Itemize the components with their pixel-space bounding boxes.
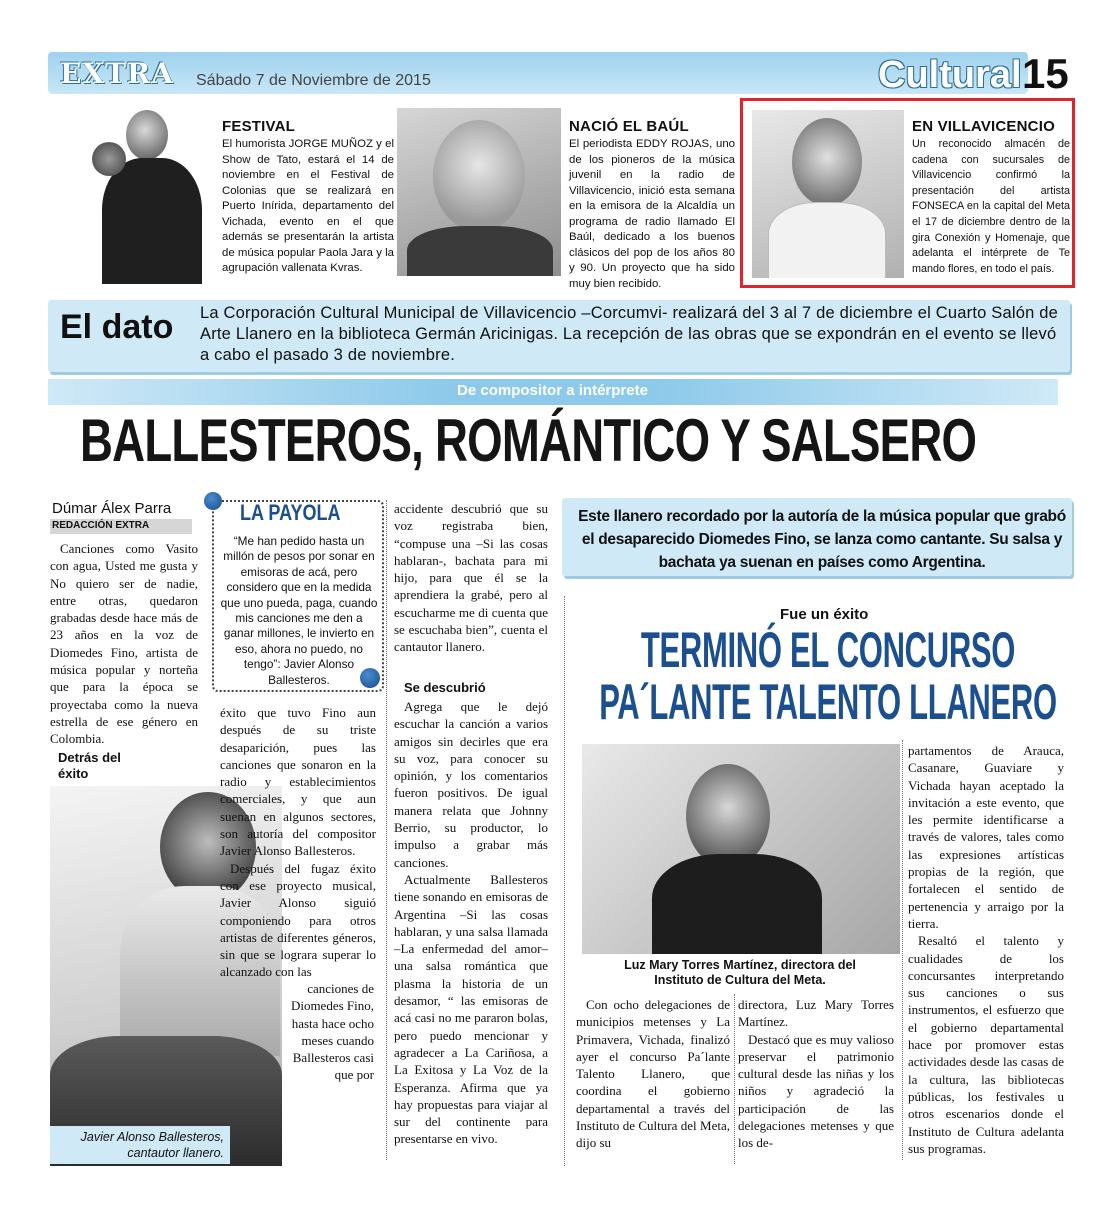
caption-line-1: Javier Alonso Ballesteros, <box>80 1130 224 1144</box>
paragraph: canciones de Diomedes Fino, hasta hace ocho meses cuando Ballesteros casi que por <box>290 981 374 1083</box>
brief-text-en-villavicencio: Un reconocido almacén de cadena con sucursales de Villavicencio confirmó la presentación del artista FONSECA en la capital del Meta el 17 de diciembre dentro de la gira Conexión y Homenaje, que adelanta el intérprete de Te mando flores, en todo el país. <box>912 138 1070 275</box>
second-col3 <box>908 742 1064 1157</box>
paragraph: Agrega que le dejó escuchar la canción a varios amigos sin decirles que era su voz, para conocer su opinión, y los comentarios fueron positivos. De igual manera relata que Johnny Berrio, su productor, lo impulso a grabar más canciones. <box>394 699 548 870</box>
paragraph: accidente descubrió que su voz registraba bien, “compuse una –Si las cosas hablaran-, bachata para mi hijo, para que él se la aprendiera la grabé, pero al escucharme me di cuenta que se escuchaba bien”, cuenta el cantautor llanero. <box>394 501 548 655</box>
second-col2 <box>738 996 894 1152</box>
promo-text: Este llanero recordado por la autoría de la música popular que grabó el desaparecido Diomedes Fino, se lanza como cantante. Su salsa y bachata ya suenan en países como Argentina. <box>578 508 1066 571</box>
headline-line-1: TERMINÓ EL CONCURSO <box>640 622 1016 678</box>
brief-title-nacio-el-baul: NACIÓ EL BAÚL <box>569 118 689 135</box>
issue-date: Sábado 7 de Noviembre de 2015 <box>196 72 431 89</box>
fonseca-photo <box>752 110 904 278</box>
paragraph: Con ocho delegaciones de municipios metenses y La Primavera, Vichada, finalizó ayer el concurso Pa´lante Talento Llanero, que coordina el gobierno departamental a través del Instituto de Cultura del Meta, dijo su <box>576 997 730 1151</box>
column-divider <box>386 500 387 1160</box>
main-col1-p2b <box>280 980 374 1084</box>
second-col1 <box>576 996 730 1152</box>
la-payola-quote: “Me han pedido hasta un millón de pesos por sonar en emisoras de acá, pero considero que en la medida que uno pueda, paga, cuando mis canciones me den a ganar millones, le invierto en eso, ahora no puedo, no tengo”: Javier Alonso Ballesteros. <box>220 534 378 687</box>
luz-mary-caption <box>590 958 890 988</box>
page-number: 15 <box>1022 50 1069 97</box>
paragraph: directora, Luz Mary Torres Martínez. <box>738 997 894 1030</box>
bullet-dot-icon <box>204 492 222 510</box>
main-col3b <box>394 698 548 1148</box>
paragraph: partamentos de Arauca, Casanare, Guaviare y Vichada hayan aceptado la invitación a este evento, que les permite identificarse a través de valores, tales como las expresiones artísticas propias de la región, que fortalecen el sentido de pertenencia y arraigo por la tierra. <box>908 743 1064 931</box>
paragraph: éxito que tuvo Fino aun después de su triste desaparición, pues las canciones que sonaron en la radio y establecimientos comerciales, y que aun suenan en algunos sectores, son autoría del compositor Javier Alonso Ballesteros. <box>220 705 376 859</box>
paragraph: Actualmente Ballesteros tiene sonando en emisoras de Argentina –Si las cosas hablaran, y una salsa llamada –La enfermedad del amor– una salsa romántica que plasma la historia de un desamor, “ las emisoras de acá casi no me pararon bolas, pero puedo mencionar y agradecer a La Cariñosa, a La Exitosa y La Voz de la Esperanza. Afirma que ya hay propuestas para viajar al sur del continente para presentarse en vivo. <box>394 871 548 1147</box>
byline: Dúmar Álex Parra <box>52 500 172 517</box>
byline-sub: REDACCIÓN EXTRA <box>50 519 192 534</box>
eddy-rojas-photo <box>397 108 561 276</box>
luz-mary-photo <box>582 744 900 954</box>
brief-title-festival: FESTIVAL <box>222 118 295 135</box>
main-headline: BALLESTEROS, ROMÁNTICO Y SALSERO <box>80 407 977 474</box>
main-col1-p1 <box>50 540 198 748</box>
column-divider <box>564 596 565 1166</box>
paragraph: Destacó que es muy valioso preservar el patrimonio cultural desde las niñas y los niños y agradeció la participación de las delegaciones metenses y que los de- <box>738 1031 894 1151</box>
second-kicker: Fue un éxito <box>780 606 869 623</box>
main-col3 <box>394 500 548 656</box>
headline-line-2: PA´LANTE TALENTO LLANERO <box>599 674 1057 730</box>
paragraph: Resaltó el talento y cualidades de los concursantes interpretando sus canciones o sus instrumentos, el esfuerzo que el gobierno departamental hace por promover estas actividades desde las casas de la cultura, las bibliotecas públicas, los festivales u otros escenarios donde el Instituto de Cultura adelanta sus programas. <box>908 933 1064 1156</box>
jorge-munoz-photo <box>88 102 212 284</box>
section-title: Cultural <box>878 54 1022 96</box>
paragraph: Después del fugaz éxito con ese proyecto musical, Javier Alonso siguió componiendo para otros artistas de diferentes géneros, sin que se lograra superar lo alcanzado con las <box>220 860 376 980</box>
caption-line-2: Instituto de Cultura del Meta. <box>654 973 826 987</box>
main-kicker: De compositor a intérprete <box>457 382 648 399</box>
el-dato-text: La Corporación Cultural Municipal de Villavicencio –Corcumvi- realizará del 3 al 7 de diciembre el Cuarto Salón de Arte Llanero en la biblioteca Germán Aricinigas. La recepción de las obras que se expondrán en el evento se llevó a cabo el pasado 3 de noviembre. <box>200 304 1058 364</box>
caption-line-1: Luz Mary Torres Martínez, directora del <box>624 958 856 972</box>
caption-line-2: cantautor llanero. <box>127 1146 224 1160</box>
main-col2 <box>220 704 376 981</box>
newspaper-logo: EXTRA <box>60 57 174 90</box>
el-dato-label: El dato <box>60 308 174 346</box>
brief-text-festival: El humorista JORGE MUÑOZ y el Show de Tato, estará el 14 de noviembre en el Festival de Colonias que se realizará en Puerto Inírida, departamento del Vichada, evento en el que además se presentarán la artista de música popular Paola Jara y la agrupación vallenata Kvras. <box>222 138 394 274</box>
column-divider <box>734 994 735 1164</box>
paragraph: Canciones como Vasito con agua, Usted me gusta y No quiero ser de nadie, entre otras, quedaron grabadas desde hace más de 23 años en la voz de Diomedes Fino, artista de música popular y norteña que para la época se proyectaba como la nueva estrella de ese género en Colombia. <box>50 541 198 747</box>
subhead-detras-del-exito: Detrás del éxito <box>58 750 121 781</box>
subhead-se-descubrio: Se descubrió <box>404 680 486 695</box>
brief-title-en-villavicencio: EN VILLAVICENCIO <box>912 118 1055 135</box>
second-headline <box>580 624 1076 728</box>
brief-text-nacio-el-baul: El periodista EDDY ROJAS, uno de los pioneros de la música juvenil en la radio de Villavicencio, inició esta semana en la emisora de la Alcaldía un programa de radio llamado El Baúl, dedicado a los buenos clásicos del pop de los años 80 y 90. Un proyecto que ha sido muy bien recibido. <box>569 138 735 290</box>
column-divider <box>902 740 903 1160</box>
la-payola-title: LA PAYOLA <box>240 500 341 525</box>
ballesteros-caption <box>50 1126 230 1164</box>
